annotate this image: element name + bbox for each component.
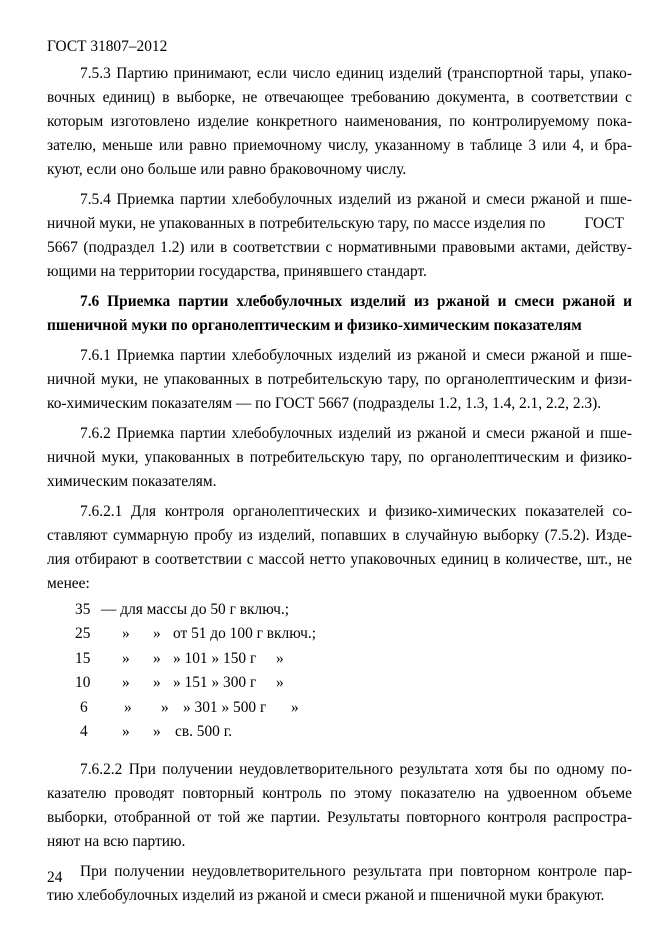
ditto-mark: » — [153, 674, 161, 692]
text-line: 7.6.2.1 Для контроля органолептических и физико-химических показателей со- — [80, 503, 632, 520]
text-line: 7.6.2 Приемка партии хлебобулочных изделий из ржаной и смеси ржаной и пше- — [80, 425, 632, 442]
list-item — [47, 671, 632, 695]
list-count: 35 — [75, 601, 91, 618]
text-line: выборки, отобранной от той же партии. Результаты повторного контроля распростра- — [47, 809, 632, 827]
text-line: няют на всю партию. — [47, 833, 186, 851]
list-text: — для массы до 50 г включ.; — [101, 601, 289, 618]
standard-reference: ГОСТ — [584, 215, 624, 232]
list-count: 6 — [80, 698, 88, 716]
text-line: вочных единиц) в выборке, не отвечающее требованию документа, в соответствии с — [47, 89, 632, 106]
list-item — [47, 622, 632, 646]
paragraph-7-5-4 — [47, 188, 632, 284]
list-text: » 301 » 500 г — [183, 698, 267, 716]
ditto-mark: » — [122, 722, 130, 740]
document-body — [47, 62, 632, 908]
text-line: При получении неудовлетворительного результата при повторном контроле пар- — [80, 863, 632, 881]
page-number: 24 — [47, 869, 63, 886]
list-text: » 101 » 150 г — [173, 649, 257, 667]
ditto-mark: » — [122, 649, 130, 667]
ditto-mark: » — [153, 722, 161, 740]
list-item — [47, 696, 632, 720]
text-line: ставляют суммарную пробу из изделий, попавших в случайную выборку (7.5.2). Изде- — [47, 527, 632, 544]
paragraph-7-6-2-2 — [47, 758, 632, 854]
list-item — [47, 720, 632, 744]
document-header: ГОСТ 31807–2012 — [47, 38, 168, 55]
paragraph-repeat-control — [47, 860, 632, 908]
text-line: 5667 (подраздел 1.2) или в соответствии с нормативными правовыми актами, действу- — [47, 239, 632, 256]
heading-line: пшеничной муки по органолептическим и физико-химическим показателям — [47, 317, 582, 334]
text-line: ко-химическим показателям — по ГОСТ 5667 (подразделы 1.2, 1.3, 1.4, 2.1, 2.2, 2.3). — [47, 395, 602, 412]
text-line — [47, 212, 632, 236]
ditto-mark: » — [276, 649, 284, 667]
paragraph-7-6-2 — [47, 422, 632, 494]
text-line: лия отбирают в соответствии с массой нетто упаковочных единиц в количестве, шт., не — [47, 551, 632, 568]
text-line: ничной муки, не упакованных в потребительскую тару, по органолептическим и физи- — [47, 371, 632, 388]
ditto-mark: » — [276, 674, 284, 692]
ditto-mark: » — [291, 698, 299, 716]
paragraph-7-6-2-1 — [47, 500, 632, 596]
ditto-mark: » — [122, 674, 130, 692]
text-line: ничной муки, упакованных в потребительскую тару, по органолептическим и физико- — [47, 449, 632, 466]
ditto-mark: » — [153, 649, 161, 667]
text-fragment: ничной муки, не упакованных в потребительскую тару, по массе изделия по — [47, 215, 546, 232]
text-line: которым изготовлено изделие конкретного наименования, по контролируемому пока- — [47, 113, 632, 130]
list-count: 4 — [80, 722, 88, 740]
text-line: куют, если оно больше или равно браковочному числу. — [47, 161, 407, 178]
text-line: менее: — [47, 575, 90, 592]
list-count: 15 — [75, 649, 91, 667]
text-line: тию хлебобулочных изделий из ржаной и смеси ржаной и пшеничной муки бракуют. — [47, 887, 605, 905]
ditto-mark: » — [122, 625, 130, 643]
text-line: 7.6.1 Приемка партии хлебобулочных изделий из ржаной и смеси ржаной и пше- — [80, 347, 632, 364]
section-heading-7-6 — [47, 290, 632, 338]
list-text: » 151 » 300 г — [173, 674, 257, 692]
list-text: св. 500 г. — [175, 722, 233, 740]
list-text: от 51 до 100 г включ.; — [173, 625, 316, 643]
ditto-mark: » — [153, 625, 161, 643]
list-count: 10 — [75, 674, 91, 692]
paragraph-7-6-1 — [47, 344, 632, 416]
list-item — [47, 598, 632, 622]
list-item — [47, 647, 632, 671]
ditto-mark: » — [124, 698, 132, 716]
text-line: 7.5.3 Партию принимают, если число единиц изделий (транспортной тары, упако- — [80, 65, 632, 82]
text-line: 7.5.4 Приемка партии хлебобулочных изделий из ржаной и смеси ржаной и пше- — [80, 191, 632, 208]
mass-list — [47, 598, 632, 744]
paragraph-7-5-3 — [47, 62, 632, 182]
text-line: казателю проводят повторный контроль по этому показателю на удвоенном объеме — [47, 785, 632, 803]
heading-line: 7.6 Приемка партии хлебобулочных изделий из ржаной и смеси ржаной и — [80, 293, 632, 310]
text-line: химическим показателям. — [47, 473, 217, 490]
list-count: 25 — [75, 625, 91, 643]
text-line: ющими на территории государства, принявшего стандарт. — [47, 263, 427, 280]
text-line: зателю, меньше или равно приемочному числу, указанному в таблице 3 или 4, и бра- — [47, 137, 632, 154]
ditto-mark: » — [161, 698, 169, 716]
text-line: 7.6.2.2 При получении неудовлетворительного результата хотя бы по одному по- — [80, 761, 632, 779]
